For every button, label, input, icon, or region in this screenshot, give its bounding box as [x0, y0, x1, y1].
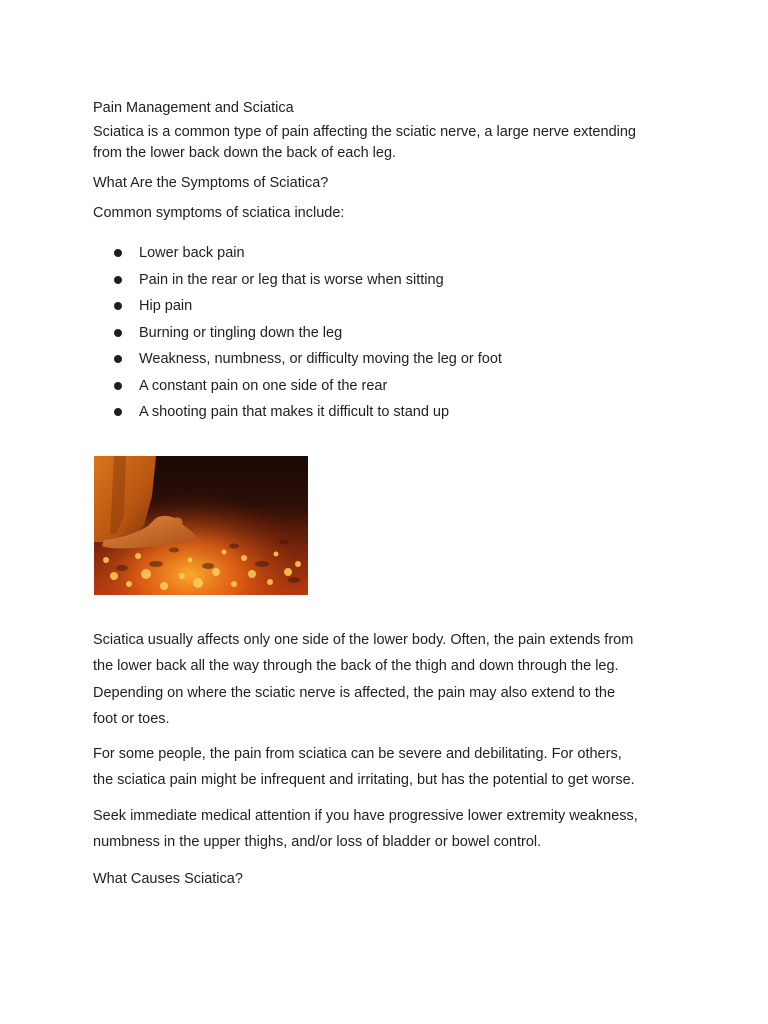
- paragraph-line: Depending on where the sciatic nerve is affected, the pain may also extend to the: [93, 684, 616, 701]
- paragraph-line: Seek immediate medical attention if you have progressive lower extremity weakness,: [93, 808, 638, 824]
- paragraph-line: the sciatica pain might be infrequent and irritating, but has the potential to get worse.: [93, 772, 635, 789]
- list-item: [93, 243, 502, 270]
- list-item: [93, 402, 502, 429]
- bullet-icon: [114, 382, 122, 390]
- bullet-icon: [114, 355, 122, 363]
- paragraph-line: numbness in the upper thighs, and/or loss of bladder or bowel control.: [93, 834, 542, 851]
- list-item-text: Weakness, numbness, or difficulty moving the leg or foot: [139, 351, 502, 367]
- page-title: Pain Management and Sciatica: [93, 100, 294, 116]
- list-item-text: A shooting pain that makes it difficult to stand up: [139, 404, 450, 420]
- list-item: [93, 323, 502, 350]
- bullet-icon: [114, 302, 122, 310]
- bullet-icon: [114, 249, 122, 257]
- intro-line: from the lower back down the back of each leg.: [93, 145, 397, 161]
- list-item: [93, 270, 502, 297]
- bullet-icon: [114, 276, 122, 284]
- list-item: [93, 349, 502, 376]
- list-item-text: Lower back pain: [139, 245, 245, 261]
- list-item-text: Pain in the rear or leg that is worse when sitting: [139, 271, 444, 288]
- fire-walk-photo: [94, 456, 308, 595]
- bullet-icon: [114, 408, 122, 416]
- body-paragraph-1: [93, 627, 688, 733]
- intro-paragraph: [93, 122, 688, 164]
- list-item-text: Burning or tingling down the leg: [139, 324, 343, 341]
- paragraph-line: foot or toes.: [93, 711, 170, 728]
- paragraph-line: For some people, the pain from sciatica can be severe and debilitating. For others,: [93, 746, 622, 762]
- list-item: [93, 296, 502, 323]
- symptoms-heading: What Are the Symptoms of Sciatica?: [93, 175, 329, 191]
- symptoms-list: [93, 243, 502, 429]
- list-item: [93, 376, 502, 403]
- body-paragraph-2: [93, 741, 688, 794]
- symptoms-lead: Common symptoms of sciatica include:: [93, 205, 345, 221]
- paragraph-line: the lower back all the way through the back of the thigh and down through the leg.: [93, 658, 619, 675]
- paragraph-line: Sciatica usually affects only one side of the lower body. Often, the pain extends from: [93, 632, 634, 648]
- body-paragraph-3: [93, 803, 688, 856]
- list-item-text: Hip pain: [139, 298, 193, 314]
- causes-heading: What Causes Sciatica?: [93, 871, 243, 887]
- list-item-text: A constant pain on one side of the rear: [139, 377, 388, 394]
- intro-line: Sciatica is a common type of pain affecting the sciatic nerve, a large nerve extending: [93, 124, 636, 140]
- bullet-icon: [114, 329, 122, 337]
